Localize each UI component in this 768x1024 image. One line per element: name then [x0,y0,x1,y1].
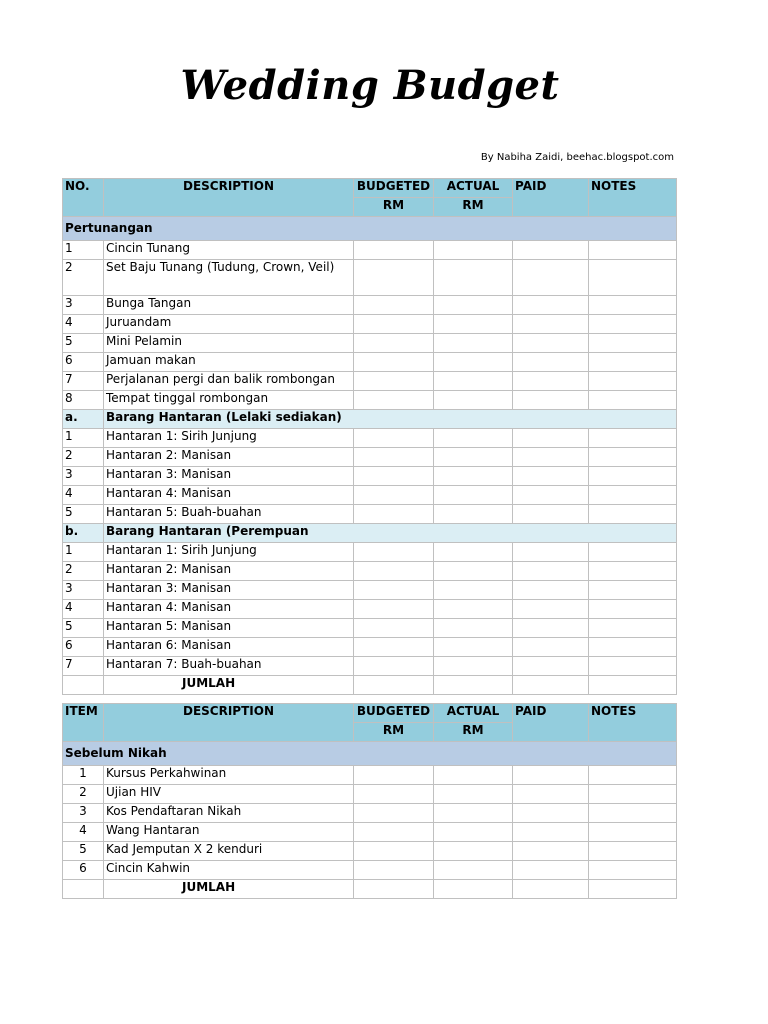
actual-cell[interactable] [434,372,513,391]
notes-cell[interactable] [589,296,677,315]
header-budgeted-unit: RM [354,198,434,217]
table-row [63,372,677,391]
item-description: Mini Pelamin [104,334,354,353]
actual-cell[interactable] [434,505,513,524]
actual-cell[interactable] [434,562,513,581]
table-row [63,861,677,880]
budgeted-cell[interactable] [354,429,434,448]
actual-cell[interactable] [434,315,513,334]
item-description: Cincin Kahwin [104,861,354,880]
item-description: Hantaran 4: Manisan [104,486,354,505]
header-actual: ACTUAL [434,179,513,198]
item-no: 6 [63,638,104,657]
total-no [63,880,104,899]
header-notes: NOTES [589,704,677,742]
header-description: DESCRIPTION [104,704,354,742]
subsection-title: Barang Hantaran (Lelaki sediakan) [104,410,677,429]
subsection-no: a. [63,410,104,429]
table-row [63,486,677,505]
paid-cell[interactable] [513,353,589,372]
table-row [63,804,677,823]
section-title: Sebelum Nikah [63,742,677,766]
item-no: 4 [63,486,104,505]
table-row [63,391,677,410]
header-paid: PAID [513,704,589,742]
paid-cell[interactable] [513,296,589,315]
actual-cell[interactable] [434,391,513,410]
actual-cell[interactable] [434,543,513,562]
budgeted-cell[interactable] [354,581,434,600]
header-row [63,179,677,198]
subsection-no: b. [63,524,104,543]
subsection-title: Barang Hantaran (Perempuan [104,524,677,543]
actual-cell[interactable] [434,467,513,486]
notes-cell[interactable] [589,260,677,296]
item-no: 1 [63,241,104,260]
actual-cell[interactable] [434,429,513,448]
notes-cell[interactable] [589,353,677,372]
header-budgeted-unit: RM [354,723,434,742]
paid-cell[interactable] [513,600,589,619]
item-description: Hantaran 6: Manisan [104,638,354,657]
actual-cell[interactable] [434,823,513,842]
header-description: DESCRIPTION [104,179,354,217]
notes-cell[interactable] [589,619,677,638]
header-actual-unit: RM [434,198,513,217]
notes-cell[interactable] [589,638,677,657]
table-row [63,823,677,842]
paid-cell[interactable] [513,785,589,804]
budget-table-sebelum-nikah [62,703,677,899]
item-no: 5 [63,334,104,353]
table-row [63,353,677,372]
budgeted-cell[interactable] [354,823,434,842]
item-description: Hantaran 1: Sirih Junjung [104,543,354,562]
table-row [63,505,677,524]
item-description: Hantaran 7: Buah-buahan [104,657,354,676]
table-row [63,315,677,334]
actual-cell[interactable] [434,260,513,296]
byline: By Nabiha Zaidi, beehac.blogspot.com [480,152,674,163]
item-description: Ujian HIV [104,785,354,804]
total-paid-cell[interactable] [513,880,589,899]
notes-cell[interactable] [589,505,677,524]
item-description: Hantaran 3: Manisan [104,467,354,486]
paid-cell[interactable] [513,260,589,296]
budgeted-cell[interactable] [354,486,434,505]
paid-cell[interactable] [513,467,589,486]
table-row [63,785,677,804]
notes-cell[interactable] [589,785,677,804]
notes-cell[interactable] [589,804,677,823]
header-actual: ACTUAL [434,704,513,723]
item-description: Hantaran 5: Buah-buahan [104,505,354,524]
table-row [63,429,677,448]
budgeted-cell[interactable] [354,315,434,334]
notes-cell[interactable] [589,766,677,785]
notes-cell[interactable] [589,448,677,467]
actual-cell[interactable] [434,804,513,823]
item-no: 1 [63,543,104,562]
budgeted-cell[interactable] [354,543,434,562]
budgeted-cell[interactable] [354,372,434,391]
subsection-row [63,410,677,429]
budgeted-cell[interactable] [354,600,434,619]
actual-cell[interactable] [434,619,513,638]
actual-cell[interactable] [434,766,513,785]
paid-cell[interactable] [513,448,589,467]
table-row [63,448,677,467]
paid-cell[interactable] [513,486,589,505]
budgeted-cell[interactable] [354,562,434,581]
item-description: Hantaran 5: Manisan [104,619,354,638]
budgeted-cell[interactable] [354,260,434,296]
budgeted-cell[interactable] [354,296,434,315]
actual-cell[interactable] [434,842,513,861]
item-no: 3 [63,804,104,823]
page-title: Wedding Budget [180,62,560,109]
item-description: Hantaran 2: Manisan [104,448,354,467]
item-description: Kursus Perkahwinan [104,766,354,785]
table-row [63,581,677,600]
total-budgeted-cell[interactable] [354,880,434,899]
item-no: 2 [63,562,104,581]
item-description: Hantaran 3: Manisan [104,581,354,600]
item-no: 1 [63,429,104,448]
actual-cell[interactable] [434,296,513,315]
total-budgeted-cell[interactable] [354,676,434,695]
header-notes: NOTES [589,179,677,217]
item-description: Bunga Tangan [104,296,354,315]
actual-cell[interactable] [434,486,513,505]
total-actual-cell[interactable] [434,880,513,899]
notes-cell[interactable] [589,315,677,334]
paid-cell[interactable] [513,861,589,880]
paid-cell[interactable] [513,766,589,785]
notes-cell[interactable] [589,823,677,842]
paid-cell[interactable] [513,543,589,562]
notes-cell[interactable] [589,241,677,260]
subsection-row [63,524,677,543]
table-row [63,467,677,486]
budgeted-cell[interactable] [354,619,434,638]
section-row [63,217,677,241]
item-description: Hantaran 4: Manisan [104,600,354,619]
budgeted-cell[interactable] [354,334,434,353]
notes-cell[interactable] [589,391,677,410]
paid-cell[interactable] [513,581,589,600]
header-actual-unit: RM [434,723,513,742]
actual-cell[interactable] [434,861,513,880]
budgeted-cell[interactable] [354,467,434,486]
notes-cell[interactable] [589,562,677,581]
total-notes-cell[interactable] [589,676,677,695]
paid-cell[interactable] [513,842,589,861]
item-no: 2 [63,448,104,467]
item-no: 5 [63,842,104,861]
total-row [63,880,677,899]
budgeted-cell[interactable] [354,448,434,467]
item-description: Hantaran 2: Manisan [104,562,354,581]
item-no: 3 [63,467,104,486]
budgeted-cell[interactable] [354,842,434,861]
notes-cell[interactable] [589,467,677,486]
item-description: Set Baju Tunang (Tudung, Crown, Veil) [104,260,354,296]
header-no: ITEM [63,704,104,742]
table-row [63,241,677,260]
actual-cell[interactable] [434,241,513,260]
item-description: Juruandam [104,315,354,334]
section-title: Pertunangan [63,217,677,241]
total-no [63,676,104,695]
paid-cell[interactable] [513,241,589,260]
notes-cell[interactable] [589,842,677,861]
notes-cell[interactable] [589,429,677,448]
notes-cell[interactable] [589,600,677,619]
paid-cell[interactable] [513,638,589,657]
item-no: 3 [63,581,104,600]
table-row [63,619,677,638]
paid-cell[interactable] [513,505,589,524]
item-no: 7 [63,372,104,391]
budgeted-cell[interactable] [354,785,434,804]
table-row [63,842,677,861]
table-row [63,638,677,657]
notes-cell[interactable] [589,657,677,676]
budgeted-cell[interactable] [354,391,434,410]
budgeted-cell[interactable] [354,638,434,657]
item-description: Tempat tinggal rombongan [104,391,354,410]
header-no: NO. [63,179,104,217]
table-row [63,766,677,785]
header-row [63,704,677,723]
item-no: 8 [63,391,104,410]
item-no: 2 [63,785,104,804]
item-no: 3 [63,296,104,315]
table-row [63,296,677,315]
paid-cell[interactable] [513,619,589,638]
table-row [63,600,677,619]
total-actual-cell[interactable] [434,676,513,695]
item-no: 1 [63,766,104,785]
total-row [63,676,677,695]
item-no: 4 [63,600,104,619]
notes-cell[interactable] [589,334,677,353]
actual-cell[interactable] [434,785,513,804]
paid-cell[interactable] [513,372,589,391]
item-no: 6 [63,353,104,372]
actual-cell[interactable] [434,334,513,353]
item-description: Perjalanan pergi dan balik rombongan [104,372,354,391]
notes-cell[interactable] [589,486,677,505]
item-description: Cincin Tunang [104,241,354,260]
notes-cell[interactable] [589,543,677,562]
header-paid: PAID [513,179,589,217]
paid-cell[interactable] [513,562,589,581]
budgeted-cell[interactable] [354,657,434,676]
notes-cell[interactable] [589,861,677,880]
item-description: Kad Jemputan X 2 kenduri [104,842,354,861]
actual-cell[interactable] [434,600,513,619]
budgeted-cell[interactable] [354,505,434,524]
paid-cell[interactable] [513,657,589,676]
total-notes-cell[interactable] [589,880,677,899]
table-row [63,260,677,296]
budgeted-cell[interactable] [354,861,434,880]
item-no: 7 [63,657,104,676]
item-no: 6 [63,861,104,880]
paid-cell[interactable] [513,429,589,448]
table-row [63,334,677,353]
total-paid-cell[interactable] [513,676,589,695]
actual-cell[interactable] [434,448,513,467]
paid-cell[interactable] [513,315,589,334]
paid-cell[interactable] [513,823,589,842]
budget-table-pertunangan [62,178,677,695]
item-description: Jamuan makan [104,353,354,372]
notes-cell[interactable] [589,581,677,600]
item-no: 5 [63,505,104,524]
actual-cell[interactable] [434,657,513,676]
item-no: 2 [63,260,104,296]
paid-cell[interactable] [513,804,589,823]
budgeted-cell[interactable] [354,241,434,260]
notes-cell[interactable] [589,372,677,391]
header-budgeted: BUDGETED [354,179,434,198]
item-description: Kos Pendaftaran Nikah [104,804,354,823]
paid-cell[interactable] [513,334,589,353]
section-row [63,742,677,766]
paid-cell[interactable] [513,391,589,410]
table-row [63,562,677,581]
table-row [63,543,677,562]
actual-cell[interactable] [434,581,513,600]
item-no: 4 [63,823,104,842]
budgeted-cell[interactable] [354,353,434,372]
item-description: Hantaran 1: Sirih Junjung [104,429,354,448]
item-no: 4 [63,315,104,334]
actual-cell[interactable] [434,638,513,657]
item-no: 5 [63,619,104,638]
budgeted-cell[interactable] [354,766,434,785]
table-row [63,657,677,676]
actual-cell[interactable] [434,353,513,372]
header-budgeted: BUDGETED [354,704,434,723]
total-label: JUMLAH [104,676,354,695]
item-description: Wang Hantaran [104,823,354,842]
budgeted-cell[interactable] [354,804,434,823]
total-label: JUMLAH [104,880,354,899]
